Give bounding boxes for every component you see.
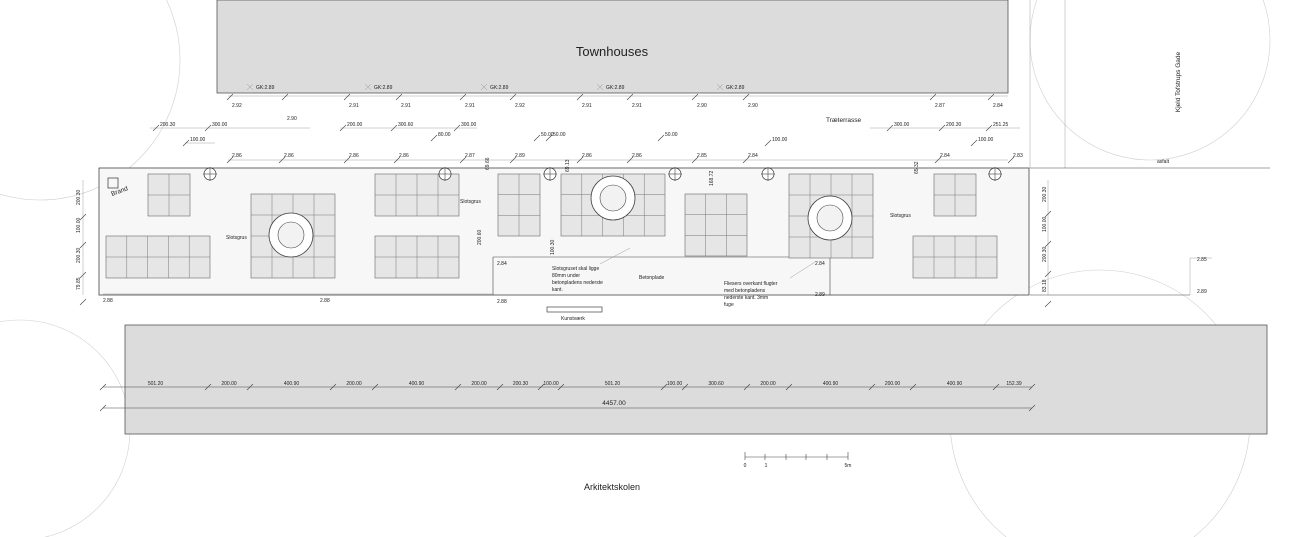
townhouses-label: Townhouses [575, 44, 649, 59]
kunstvaerk-box [547, 307, 602, 312]
dimension-text: 200.00 [346, 381, 362, 387]
dimension-text: 83.18 [1042, 279, 1048, 292]
level-text: 2.91 [401, 103, 411, 109]
dimension-text: 300.60 [398, 122, 414, 128]
svg-text:Slotsgruset skal ligge: Slotsgruset skal ligge [552, 266, 600, 272]
level-text: 2.86 [399, 153, 409, 159]
level-text: 2.85 [1197, 257, 1207, 263]
betonplade-label: Betonplade [639, 275, 665, 281]
dimension-text: 100.00 [772, 137, 788, 143]
svg-text:nederste kant. 3mm: nederste kant. 3mm [724, 295, 769, 301]
dimension-text: 501.20 [147, 381, 164, 387]
svg-text:1: 1 [764, 463, 768, 469]
tile-group [375, 236, 459, 278]
svg-text:Fliesers overkant flugter: Fliesers overkant flugter [724, 281, 778, 287]
total-dimension: 4457.00 [602, 400, 626, 407]
svg-text:med betonpladens: med betonpladens [724, 288, 766, 294]
level-text: 2.84 [748, 153, 758, 159]
dimension-text: 200.30 [76, 189, 82, 205]
dimension-text: 168.72 [709, 170, 715, 186]
level-text: 2.85 [697, 153, 707, 159]
scale-bar [744, 452, 852, 469]
dimension-text: 200.30 [1042, 246, 1048, 262]
level-text: 2.88 [497, 299, 507, 305]
dimension-text: 69.66 [485, 157, 491, 170]
level-text: 2.90 [748, 103, 758, 109]
gk-level-text: GK:2.89 [374, 85, 393, 91]
dimension-text: 400.90 [283, 381, 300, 387]
dimension-text: 50.00 [553, 132, 566, 138]
level-text: 2.84 [497, 261, 507, 267]
dimension-text: 50.00 [665, 132, 678, 138]
dimension-text: 100.00 [543, 381, 559, 387]
slotsgrus-label-1: Slotsgrus [226, 235, 247, 241]
tile-group [685, 194, 747, 256]
tile-group [375, 174, 459, 216]
tile-group [148, 174, 190, 216]
level-text: 2.88 [103, 298, 113, 304]
gk-level-text: GK:2.89 [606, 85, 625, 91]
dimension-text: 200.60 [477, 229, 483, 245]
gk-level-text: GK:2.89 [726, 85, 745, 91]
level-text: 2.84 [940, 153, 950, 159]
dimension-text: 300.00 [894, 122, 910, 128]
level-text: 2.91 [582, 103, 592, 109]
level-text: 2.87 [935, 103, 945, 109]
tile-group [106, 236, 210, 278]
dimension-text: 100.00 [978, 137, 994, 143]
level-text: 2.83 [1013, 153, 1023, 159]
dimension-text: 100.00 [666, 381, 683, 387]
dimension-text: 152.39 [1006, 381, 1022, 387]
dimension-text: 100.00 [1042, 216, 1048, 232]
level-text: 2.90 [697, 103, 707, 109]
dimension-text: 400.90 [822, 381, 839, 387]
dimension-text: 79.85 [76, 277, 82, 290]
level-text: 2.86 [232, 153, 242, 159]
level-text: 2.84 [993, 103, 1003, 109]
dimension-text: 100.00 [190, 137, 206, 143]
asfalt-label: asfalt [1157, 159, 1169, 165]
dimension-text: 400.90 [408, 381, 425, 387]
traeterrasse-label: Træterrasse [826, 117, 862, 124]
tile-group [498, 174, 540, 236]
dimension-text: 200.30 [946, 122, 962, 128]
street-strip [1030, 0, 1270, 295]
dimension-text: 400.90 [946, 381, 963, 387]
arkitektskolen-building [125, 325, 1267, 434]
gk-level-text: GK:2.89 [256, 85, 275, 91]
dimension-text: 69.13 [565, 159, 571, 172]
level-text: 2.86 [582, 153, 592, 159]
level-text: 2.89 [515, 153, 525, 159]
dimension-text: 200.00 [221, 381, 237, 387]
dimension-text: 200.00 [760, 381, 776, 387]
brand-label: Brand [110, 185, 129, 198]
level-text: 2.87 [465, 153, 475, 159]
level-row-1 [227, 94, 1003, 122]
dimension-text: 200.30 [76, 247, 82, 263]
top-dimensions [153, 122, 1009, 146]
dimension-text: 200.30 [1042, 186, 1048, 202]
dimension-text: 200.30 [512, 381, 529, 387]
slotsgrus-label-3: Slotsgrus [890, 213, 911, 219]
svg-text:5m: 5m [844, 463, 852, 469]
dimension-text: 300.00 [461, 122, 477, 128]
tile-group [934, 174, 976, 216]
dimension-text: 80.00 [438, 132, 451, 138]
dimension-text: 251.25 [993, 122, 1009, 128]
level-text: 2.92 [515, 103, 525, 109]
level-text: 2.89 [815, 292, 825, 298]
tile-group [913, 236, 997, 278]
svg-text:80mm under: 80mm under [552, 273, 581, 279]
dimension-text: 100.00 [76, 217, 82, 233]
arkitektskolen-label: Arkitektskolen [583, 482, 641, 492]
dimension-text: 300.60 [708, 381, 724, 387]
level-text: 2.86 [284, 153, 294, 159]
dimension-text: 100.30 [550, 239, 556, 255]
dimension-text: 200.00 [884, 381, 901, 387]
dimension-text: 200.00 [347, 122, 363, 128]
dimension-text: 300.00 [212, 122, 228, 128]
level-text: 2.91 [632, 103, 642, 109]
svg-text:fuge: fuge [724, 302, 734, 308]
level-text: 2.88 [320, 298, 330, 304]
slotsgrus-label-2: Slotsgrus [460, 199, 481, 205]
dimension-text: 200.30 [160, 122, 176, 128]
dimension-text: 501.20 [604, 381, 621, 387]
level-text: 2.86 [632, 153, 642, 159]
gk-level-text: GK:2.89 [490, 85, 509, 91]
level-text: 2.90 [287, 116, 297, 122]
kunstvaerk-label: Kunstværk [561, 316, 585, 322]
dimension-text: 65.32 [914, 161, 920, 174]
level-text: 2.89 [1197, 289, 1207, 295]
svg-text:betonpladens nederste: betonpladens nederste [552, 280, 603, 286]
svg-text:kant.: kant. [552, 287, 563, 293]
level-text: 2.84 [815, 261, 825, 267]
level-text: 2.86 [349, 153, 359, 159]
level-text: 2.91 [349, 103, 359, 109]
svg-text:0: 0 [743, 463, 747, 469]
level-text: 2.92 [232, 103, 242, 109]
dimension-text: 50.00 [541, 132, 554, 138]
right-dimensions [1042, 180, 1051, 307]
street-label: Kjeld Tofstrups Gade [1175, 51, 1182, 113]
level-text: 2.91 [465, 103, 475, 109]
level-row-2 [227, 153, 1023, 163]
dimension-text: 200.00 [471, 381, 487, 387]
left-dimensions [76, 180, 86, 305]
